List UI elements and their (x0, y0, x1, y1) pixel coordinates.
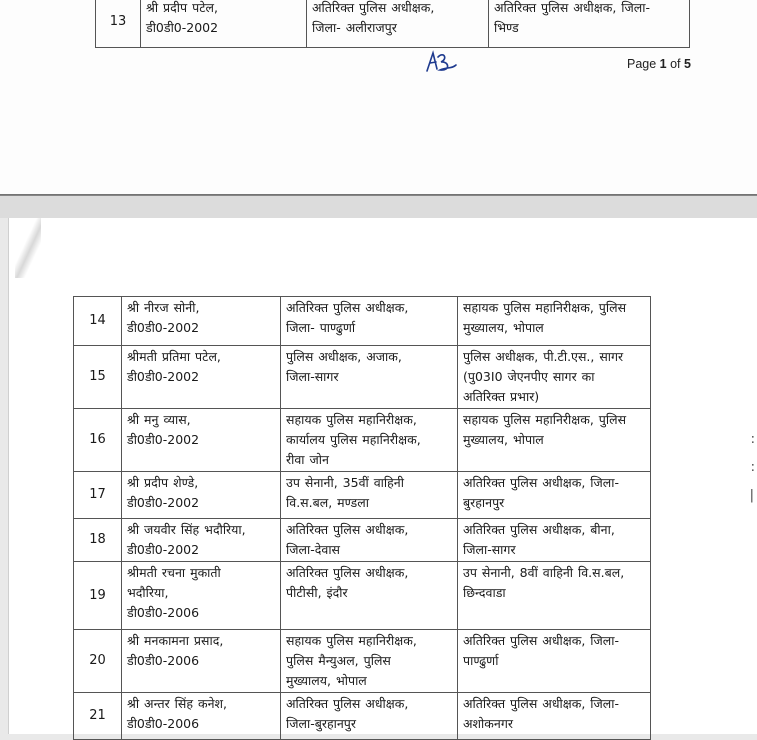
officer-name-cell (141, 0, 307, 48)
serial-number-cell: 21 (74, 693, 122, 740)
cell-line: पुलिस मैन्युअल, पुलिस (286, 653, 391, 668)
current-posting-cell (281, 346, 458, 409)
cell-line: उप सेनानी, 8वीं वाहिनी वि.स.बल, (463, 565, 625, 580)
cell-line: डी0डी0-2006 (127, 716, 200, 731)
new-posting-cell (489, 0, 690, 48)
scan-edge-mark: | (749, 488, 754, 503)
officer-name-cell (122, 472, 281, 519)
cell-line: डी0डी0-2002 (127, 495, 200, 510)
handwritten-initials (424, 49, 458, 75)
table-row (74, 472, 651, 519)
cell-line: पुलिस अधीक्षक, पी.टी.एस., सागर (463, 349, 624, 364)
cell-line: भिण्ड (494, 20, 519, 35)
officer-name-cell (122, 346, 281, 409)
current-page (8, 218, 757, 734)
cell-line: अतिरिक्त प्रभार) (463, 389, 540, 404)
cell-line: अशोकनगर (463, 716, 513, 731)
table-row (74, 562, 651, 630)
bottom-transfer-table (73, 296, 651, 740)
table-row (74, 630, 651, 693)
serial-number-cell: 20 (74, 630, 122, 693)
table-row (74, 297, 651, 346)
current-posting-cell (281, 297, 458, 346)
current-posting-cell (281, 409, 458, 472)
cell-line: श्रीमती प्रतिमा पटेल, (127, 349, 221, 364)
current-posting-cell (307, 0, 489, 48)
current-posting-cell (281, 562, 458, 630)
cell-line: अतिरिक्त पुलिस अधीक्षक, (286, 522, 409, 537)
cell-line: श्रीमती रचना मुकाती (127, 565, 221, 580)
scan-edge-mark: : (750, 460, 755, 475)
cell-line: श्री जयवीर सिंह भदौरिया, (127, 522, 246, 537)
cell-line: जिला- अलीराजपुर (312, 20, 397, 35)
cell-line: श्री अन्तर सिंह कनेश, (127, 696, 227, 711)
cell-line: मुख्यालय, भोपाल (286, 673, 367, 688)
serial-number-cell: 16 (74, 409, 122, 472)
cell-line: सहायक पुलिस महानिरीक्षक, पुलिस (463, 412, 627, 427)
cell-line: पुलिस अधीक्षक, अजाक, (286, 349, 402, 364)
current-posting-cell (281, 519, 458, 562)
current-posting-cell (281, 693, 458, 740)
cell-line: डी0डी0-2002 (127, 542, 200, 557)
cell-line: वि.स.बल, मण्डला (286, 495, 369, 510)
cell-line: अतिरिक्त पुलिस अधीक्षक, बीना, (463, 522, 615, 537)
new-posting-cell (458, 519, 651, 562)
cell-line: श्री प्रदीप पटेल, (146, 0, 218, 15)
officer-name-cell (122, 693, 281, 740)
cell-line: जिला-बुरहानपुर (286, 716, 357, 731)
cell-line: रीवा जोन (286, 452, 329, 467)
new-posting-cell (458, 630, 651, 693)
page-number-label: Page 1 of 5 (627, 57, 691, 71)
cell-line: अतिरिक्त पुलिस अधीक्षक, जिला- (463, 696, 620, 711)
table-row (74, 409, 651, 472)
officer-name-cell (122, 519, 281, 562)
serial-number-cell: 14 (74, 297, 122, 346)
table-row (74, 693, 651, 740)
cell-line: पाण्ढुर्णा (463, 653, 499, 668)
new-posting-cell (458, 297, 651, 346)
new-posting-cell (458, 472, 651, 519)
serial-number-cell: 18 (74, 519, 122, 562)
cell-line: श्री प्रदीप शेण्डे, (127, 475, 199, 490)
scan-edge-mark: : (750, 432, 755, 447)
table-row (74, 519, 651, 562)
cell-line: भदौरिया, (127, 585, 169, 600)
cell-line: अतिरिक्त पुलिस अधीक्षक, (286, 565, 409, 580)
cell-line: मुख्यालय, भोपाल (463, 432, 544, 447)
new-posting-cell (458, 409, 651, 472)
cell-line: श्री मनु व्यास, (127, 412, 191, 427)
cell-line: पीटीसी, इंदौर (286, 585, 348, 600)
cell-line: मुख्यालय, भोपाल (463, 320, 544, 335)
cell-line: बुरहानपुर (463, 495, 505, 510)
serial-number-cell: 13 (96, 0, 141, 48)
cell-line: अतिरिक्त पुलिस अधीक्षक, (312, 0, 435, 15)
cell-line: जिला-सागर (463, 542, 516, 557)
current-posting-cell (281, 630, 458, 693)
cell-line: डी0डी0-2002 (127, 369, 200, 384)
cell-line: डी0डी0-2002 (127, 320, 200, 335)
cell-line: अतिरिक्त पुलिस अधीक्षक, जिला- (463, 633, 620, 648)
cell-line: श्री मनकामना प्रसाद, (127, 633, 224, 648)
cell-line: जिला- पाण्ढुर्णा (286, 320, 356, 335)
cell-line: कार्यालय पुलिस महानिरीक्षक, (286, 432, 421, 447)
serial-number-cell: 15 (74, 346, 122, 409)
cell-line: जिला-सागर (286, 369, 339, 384)
officer-name-cell (122, 409, 281, 472)
cell-line: (पु03I0 जेएनपीए सागर का (463, 369, 595, 384)
new-posting-cell (458, 693, 651, 740)
new-posting-cell (458, 562, 651, 630)
page-fold-shadow (15, 218, 41, 278)
cell-line: सहायक पुलिस महानिरीक्षक, पुलिस (463, 300, 627, 315)
serial-number-cell: 19 (74, 562, 122, 630)
cell-line: जिला-देवास (286, 542, 341, 557)
table-row (74, 346, 651, 409)
table-row (96, 0, 690, 48)
current-posting-cell (281, 472, 458, 519)
officer-name-cell (122, 297, 281, 346)
cell-line: डी0डी0-2002 (127, 432, 200, 447)
cell-line: सहायक पुलिस महानिरीक्षक, (286, 412, 417, 427)
cell-line: छिन्दवाडा (463, 585, 506, 600)
cell-line: अतिरिक्त पुलिस अधीक्षक, (286, 300, 409, 315)
serial-number-cell: 17 (74, 472, 122, 519)
officer-name-cell (122, 562, 281, 630)
cell-line: अतिरिक्त पुलिस अधीक्षक, (286, 696, 409, 711)
cell-line: डी0डी0-2002 (146, 20, 219, 35)
cell-line: अतिरिक्त पुलिस अधीक्षक, जिला- (494, 0, 651, 15)
top-transfer-table (95, 0, 690, 48)
cell-line: डी0डी0-2006 (127, 605, 200, 620)
cell-line: सहायक पुलिस महानिरीक्षक, (286, 633, 417, 648)
page-gap (0, 196, 757, 218)
cell-line: श्री नीरज सोनी, (127, 300, 200, 315)
officer-name-cell (122, 630, 281, 693)
cell-line: उप सेनानी, 35वीं वाहिनी (286, 475, 404, 490)
cell-line: अतिरिक्त पुलिस अधीक्षक, जिला- (463, 475, 620, 490)
previous-page (0, 0, 757, 196)
cell-line: डी0डी0-2006 (127, 653, 200, 668)
new-posting-cell (458, 346, 651, 409)
